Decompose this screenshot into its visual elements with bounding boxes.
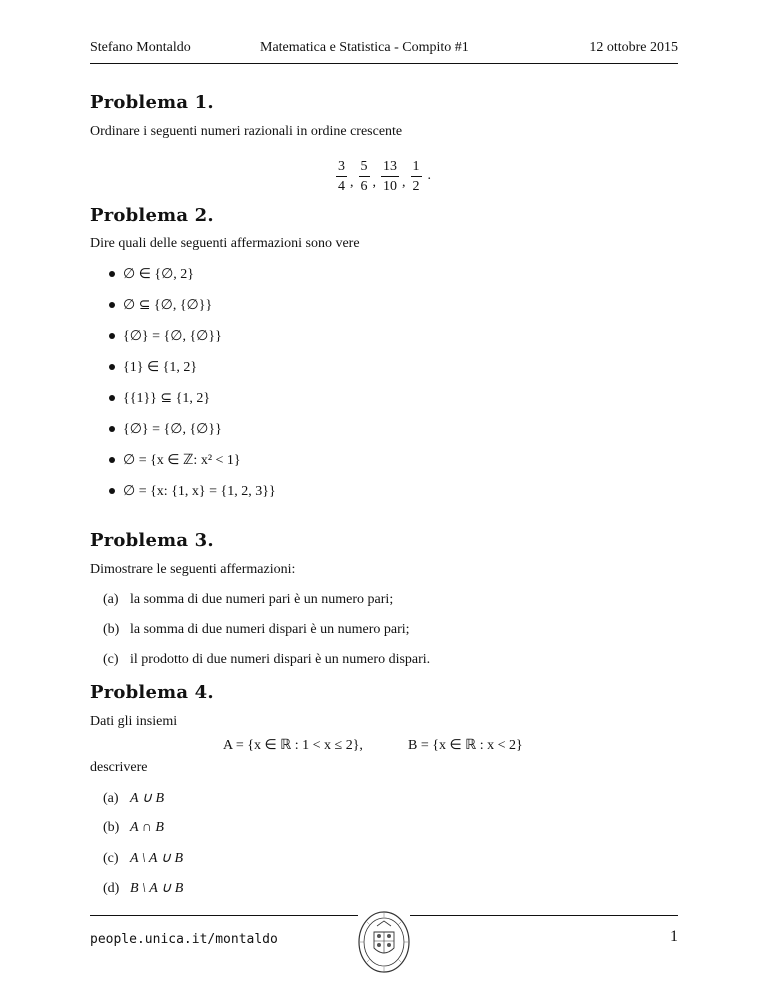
header-divider — [90, 63, 678, 64]
problem-3-title: Problema 3. — [90, 530, 214, 551]
footer-divider-right — [410, 915, 678, 916]
problem-2-text: Dire quali delle seguenti affermazioni sono vere — [90, 236, 360, 251]
fraction-denominator: 10 — [383, 178, 397, 194]
fraction-numerator: 3 — [338, 158, 345, 174]
statement-text: ∅ ⊆ {∅, {∅}} — [123, 298, 213, 313]
item-text: A ∩ B — [130, 820, 164, 835]
header-author: Stefano Montaldo — [90, 40, 191, 55]
item-label: (b) — [103, 820, 120, 835]
set-a-definition — [223, 737, 363, 754]
footer-url: people.unica.it/montaldo — [90, 932, 278, 947]
list-item — [103, 790, 164, 807]
problem-4-intro: Dati gli insiemi — [90, 714, 178, 729]
statement-text: ∅ ∈ {∅, 2} — [123, 267, 195, 282]
list-item — [109, 266, 194, 283]
list-item — [103, 880, 183, 897]
list-item — [109, 421, 222, 438]
fraction-denominator: 4 — [338, 178, 345, 194]
statement-text: {1} ∈ {1, 2} — [123, 360, 198, 375]
statement-text: ∅ = {x ∈ ℤ: x² < 1} — [123, 453, 241, 468]
item-text: A ∪ B — [130, 791, 165, 806]
set-a-text: A = {x ∈ ℝ : 1 < x ≤ 2}, — [223, 738, 363, 753]
fraction-3 — [381, 159, 399, 194]
footer-divider-left — [90, 915, 358, 916]
item-text: B \ A ∪ B — [130, 881, 184, 896]
list-item — [109, 452, 241, 469]
item-text: la somma di due numeri pari è un numero pari; — [130, 592, 394, 607]
fraction-denominator: 2 — [412, 178, 420, 194]
header-course: Matematica e Statistica - Compito #1 — [260, 40, 469, 55]
item-label: (d) — [103, 881, 120, 896]
list-item — [109, 297, 212, 314]
page-header — [90, 40, 678, 60]
page-number: 1 — [670, 928, 678, 945]
list-item — [103, 820, 164, 836]
list-item — [109, 483, 276, 500]
fraction-numerator: 1 — [412, 158, 420, 174]
problem-3-text: Dimostrare le seguenti affermazioni: — [90, 562, 296, 577]
list-item — [103, 652, 430, 668]
fraction-numerator: 13 — [383, 158, 397, 174]
item-label: (a) — [103, 791, 119, 806]
item-label: (a) — [103, 592, 119, 607]
list-item — [109, 328, 222, 345]
problem-1-title: Problema 1. — [90, 92, 214, 113]
set-b-text: B = {x ∈ ℝ : x < 2} — [408, 738, 523, 753]
statement-text: ∅ = {x: {1, x} = {1, 2, 3}} — [123, 484, 276, 499]
problem-4-describe: descrivere — [90, 760, 148, 775]
item-label: (c) — [103, 851, 119, 866]
header-date: 12 ottobre 2015 — [589, 40, 678, 55]
set-b-definition — [408, 737, 523, 754]
fraction-numerator: 5 — [360, 158, 368, 174]
fraction-2 — [359, 159, 370, 194]
list-item — [109, 359, 197, 376]
problem-1-text: Ordinare i seguenti numeri razionali in ordine crescente — [90, 124, 403, 139]
statement-text: {∅} = {∅, {∅}} — [123, 329, 222, 344]
fraction-1 — [336, 159, 347, 194]
university-seal-icon — [357, 910, 411, 974]
problem-2-title: Problema 2. — [90, 205, 214, 226]
item-text: il prodotto di due numeri dispari è un numero dispari. — [130, 652, 431, 667]
fraction-4 — [411, 159, 422, 194]
item-label: (c) — [103, 652, 119, 667]
item-text: la somma di due numeri dispari è un numero pari; — [130, 622, 410, 637]
fraction-denominator: 6 — [360, 178, 368, 194]
list-item — [109, 390, 210, 407]
statement-text: {{1}} ⊆ {1, 2} — [123, 391, 211, 406]
list-item — [103, 850, 183, 867]
item-label: (b) — [103, 622, 120, 637]
list-item — [103, 622, 410, 638]
item-text: A \ A ∪ B — [130, 851, 184, 866]
fraction-list: $\frac{3}{4}$ , $\frac{5}{6}$ , $\frac{13}{10}$ , $\frac{1}{2}$ . — [338, 158, 431, 194]
statement-text: {∅} = {∅, {∅}} — [123, 422, 222, 437]
list-item — [103, 592, 393, 608]
problem-4-title: Problema 4. — [90, 682, 214, 703]
